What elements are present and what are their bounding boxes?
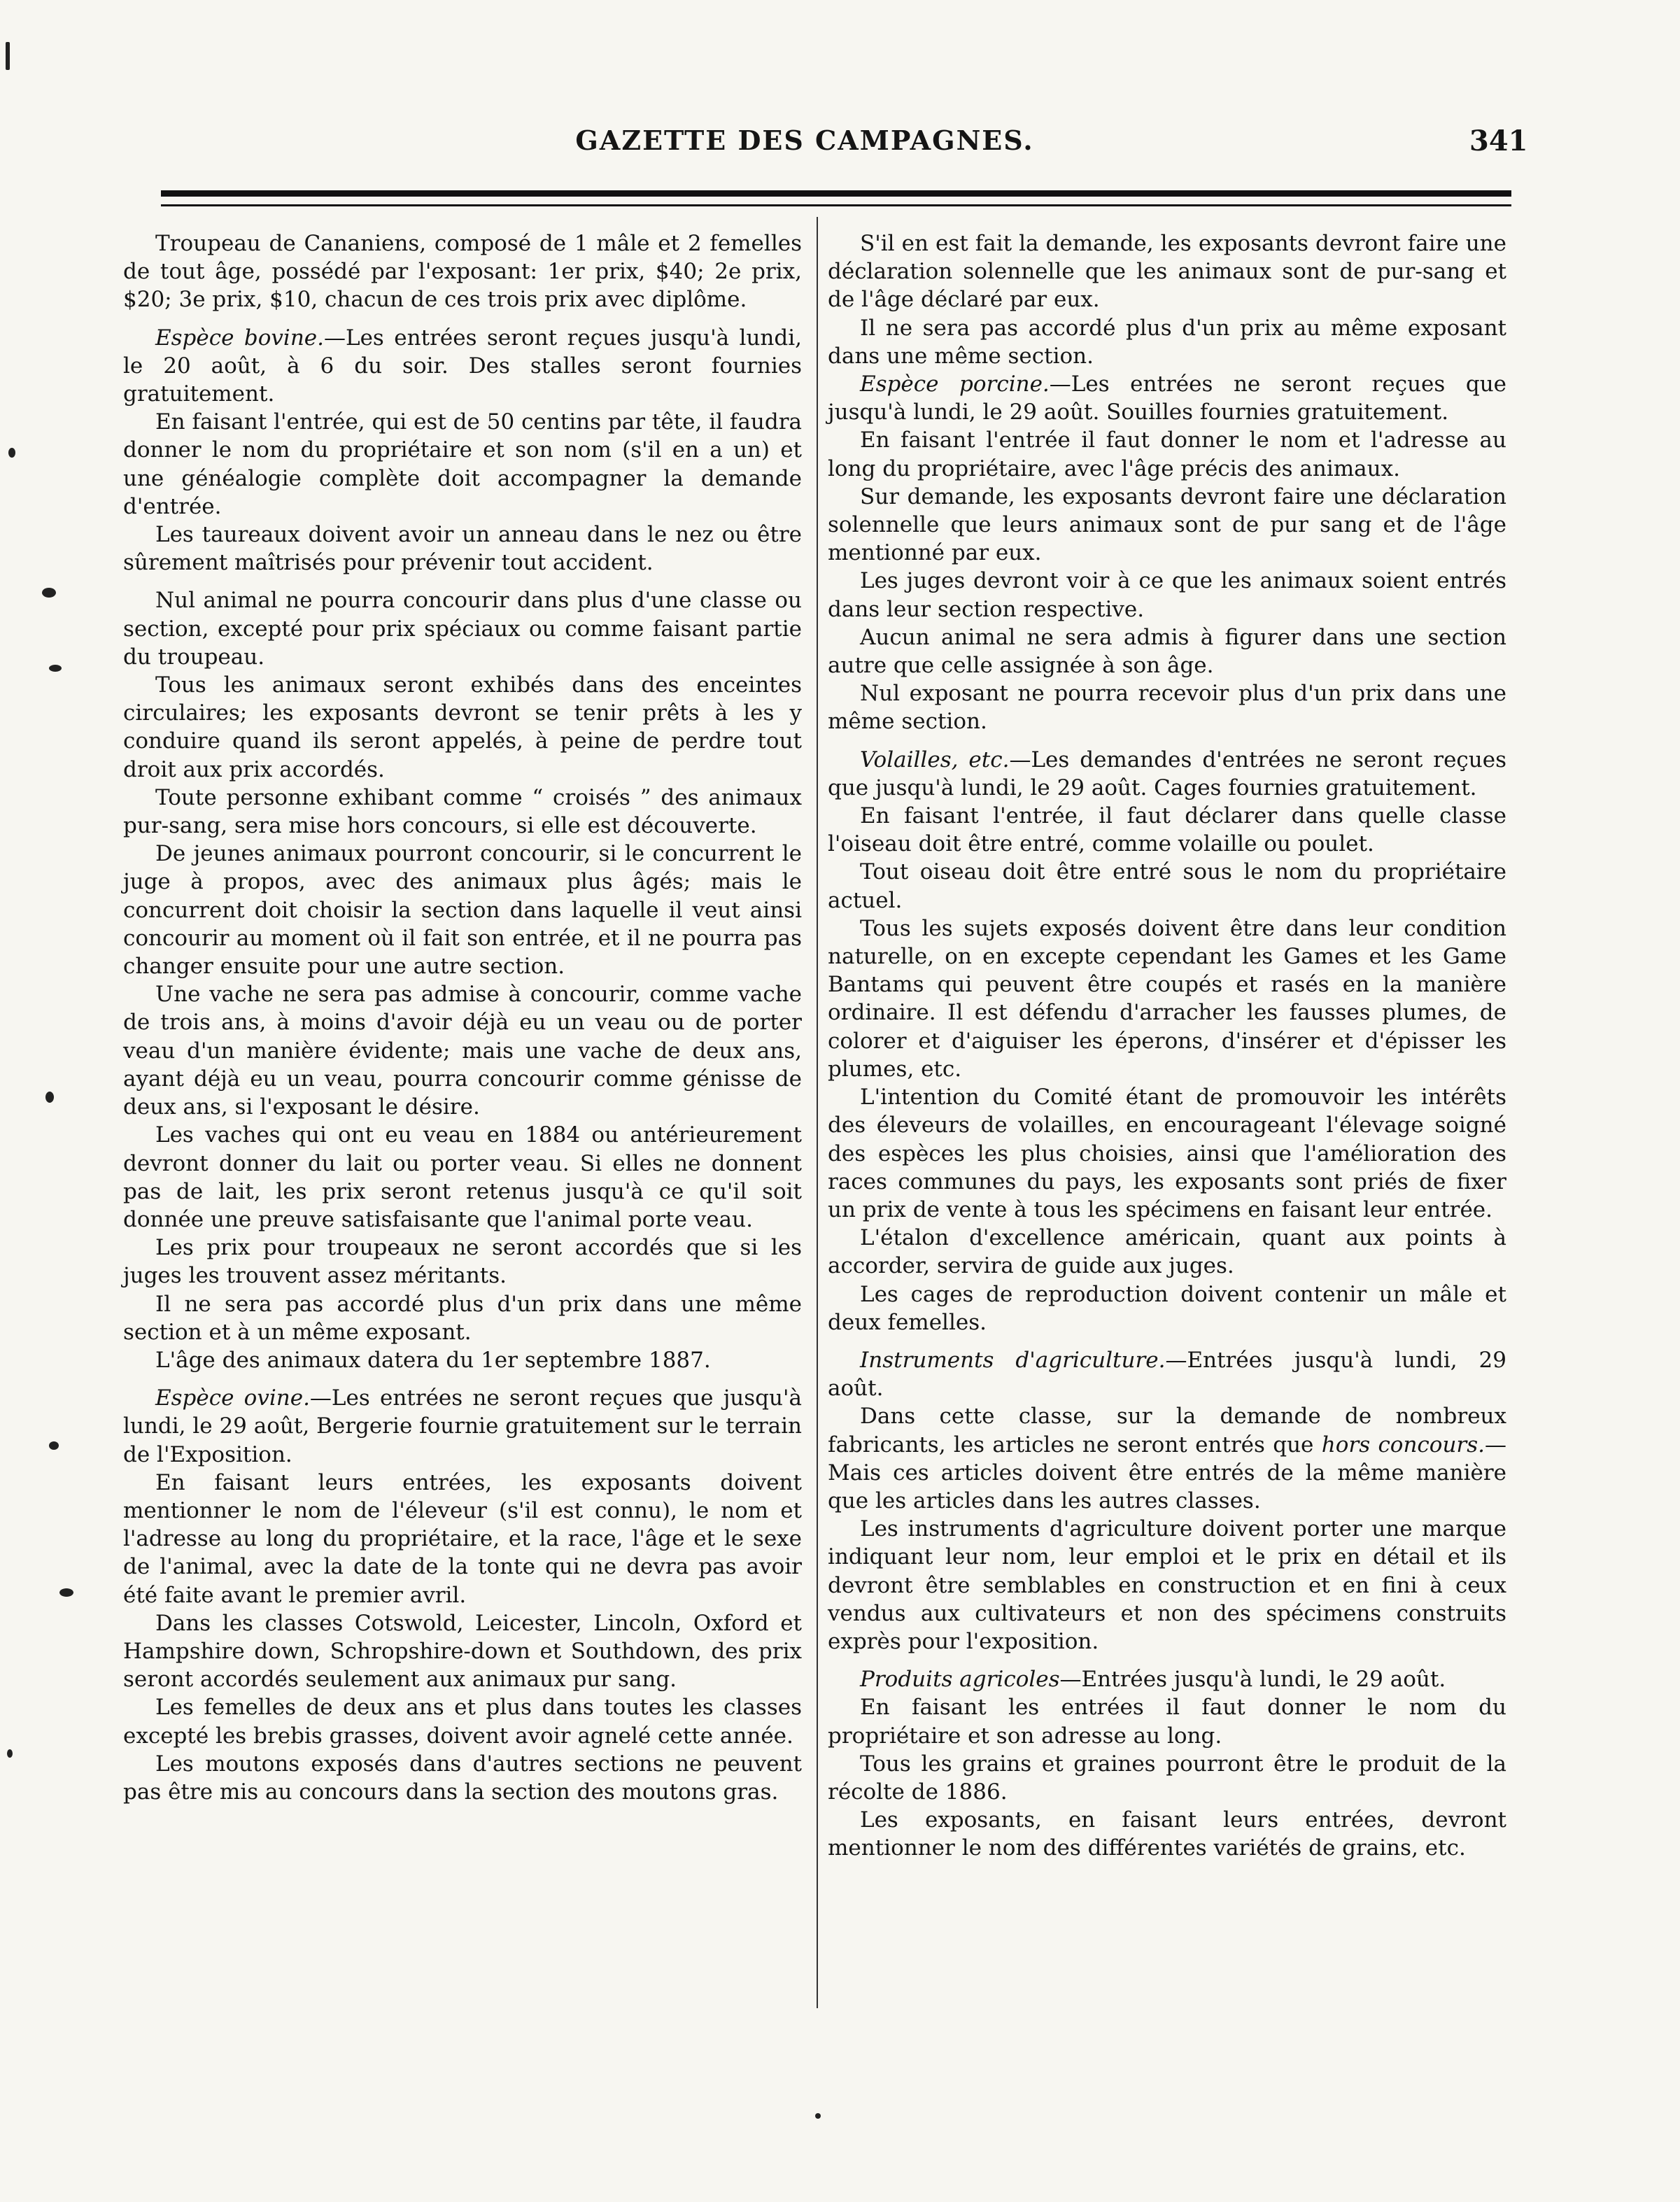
header-rule-thin [161, 204, 1511, 206]
paragraph: Toute personne exhibant comme “ croisés ” des animaux pur-sang, sera mise hors concours, si elle est découverte. [123, 784, 802, 839]
paragraph: Les femelles de deux ans et plus dans toutes les classes excepté les brebis grasses, doivent avoir agnelé cette année. [123, 1695, 802, 1749]
paragraph: Les moutons exposés dans d'autres sections ne peuvent pas être mis au concours dans la section des moutons gras. [123, 1751, 802, 1805]
header-rule-thick [161, 190, 1511, 197]
paragraph: Il ne sera pas accordé plus d'un prix au même exposant dans une même section. [828, 315, 1506, 369]
paragraph: Volailles, etc.—Les demandes d'entrées ne seront reçues que jusqu'à lundi, le 29 août. Cages fournies gratuitement. [828, 747, 1506, 800]
paragraph: En faisant l'entrée, qui est de 50 centins par tête, il faudra donner le nom du propriétaire et son nom (s'il en a un) et une généalogie complète doit accompagner la demande d'entrée. [123, 409, 802, 519]
paragraph: De jeunes animaux pourront concourir, si le concurrent le juge à propos, avec des animaux plus âgés; mais le concurrent doit choisir la section dans laquelle il veut ainsi concourir au moment où il fait son entrée, et il ne pourra pas changer ensuite pour une autre section. [123, 841, 802, 980]
section-heading: Espèce ovine. [155, 1385, 310, 1411]
journal-title: GAZETTE DES CAMPAGNES. [575, 125, 1034, 156]
paragraph: Produits agricoles—Entrées jusqu'à lundi, le 29 août. [860, 1667, 1446, 1693]
paragraph: L'intention du Comité étant de promouvoir les intérêts des éleveurs de volailles, en encourageant l'élevage soigné des espèces les plus choisies, ainsi que l'amélioration des races communes du pays, les exposants sont priés de fixer un prix de vente à tous les spécimens en faisant leur entrée. [828, 1085, 1506, 1222]
paragraph: Il ne sera pas accordé plus d'un prix dans une même section et à un même exposant. [123, 1291, 802, 1345]
paragraph: Les vaches qui ont eu veau en 1884 ou antérieurement devront donner du lait ou porter veau. Si elles ne donnent pas de lait, les prix seront retenus jusqu'à ce qu'il soit donnée une preuve satisfaisante que l'animal porte veau. [123, 1122, 802, 1232]
paragraph: Sur demande, les exposants devront faire une déclaration solennelle que leurs animaux sont de pur sang et de l'âge mentionné par eux. [828, 484, 1506, 566]
paragraph: Espèce bovine.—Les entrées seront reçues jusqu'à lundi, le 20 août, à 6 du soir. Des stalles seront fournies gratuitement. [123, 325, 802, 407]
paragraph: Nul animal ne pourra concourir dans plus d'une classe ou section, excepté pour prix spéciaux ou comme faisant partie du troupeau. [123, 588, 802, 670]
paragraph: Troupeau de Cananiens, composé de 1 mâle et 2 femelles de tout âge, possédé par l'exposant: 1er prix, $40; 2e prix, $20; 3e prix, $10, chacun de ces trois prix avec diplôme. [123, 231, 802, 313]
paragraph: Les cages de reproduction doivent contenir un mâle et deux femelles. [828, 1281, 1506, 1335]
column-divider [817, 217, 818, 2008]
paragraph: En faisant les entrées il faut donner le nom du propriétaire et son adresse au long. [828, 1695, 1506, 1749]
paragraph: Espèce porcine.—Les entrées ne seront reçues que jusqu'à lundi, le 29 août. Souilles fournies gratuitement. [828, 372, 1507, 425]
page-number: 341 [1469, 125, 1528, 157]
paragraph: Espèce ovine.—Les entrées ne seront reçues que jusqu'à lundi, le 29 août, Bergerie fournie gratuitement sur le terrain de l'Exposition. [123, 1385, 802, 1467]
left-column [123, 230, 802, 1806]
paragraph: En faisant leurs entrées, les exposants doivent mentionner le nom de l'éleveur (s'il est connu), le nom et l'adresse au long du propriétaire, et la race, l'âge et le sexe de l'animal, avec la date de la tonte qui ne devra pas avoir été faite avant le premier avril. [123, 1469, 802, 1608]
paragraph: En faisant l'entrée il faut donner le nom et l'adresse au long du propriétaire, avec l'âge précis des animaux. [828, 428, 1506, 481]
paragraph: Tous les sujets exposés doivent être dans leur condition naturelle, on en excepte cependant les Games et les Game Bantams qui peuvent être coupés et rasés en la manière ordinaire. Il est défendu d'arracher les fausses plumes, de colorer et d'aiguiser les éperons, d'insérer et d'épisser les plumes, etc. [828, 915, 1506, 1082]
paragraph: Une vache ne sera pas admise à concourir, comme vache de trois ans, à moins d'avoir déjà eu un veau ou de porter veau d'un manière évidente; mais une vache de deux ans, ayant déjà eu un veau, pourra concourir comme génisse de deux ans, si l'exposant le désire. [123, 982, 802, 1120]
paragraph: Tout oiseau doit être entré sous le nom du propriétaire actuel. [828, 859, 1506, 913]
paragraph: Aucun animal ne sera admis à figurer dans une section autre que celle assignée à son âge. [828, 624, 1506, 679]
paragraph: Dans cette classe, sur la demande de nombreux fabricants, les articles ne seront entrés que hors concours.—Mais ces articles doivent être entrés de la même manière que les articles dans les autres classes. [828, 1404, 1507, 1513]
paragraph: Dans les classes Cotswold, Leicester, Lincoln, Oxford et Hampshire down, Schropshire-down et Southdown, des prix seront accordés seulement aux animaux pur sang. [123, 1610, 802, 1693]
emphasis: hors concours. [1321, 1432, 1485, 1458]
section-heading: Espèce porcine. [860, 372, 1050, 397]
paragraph: En faisant l'entrée, il faut déclarer dans quelle classe l'oiseau doit être entré, comme volaille ou poulet. [828, 803, 1506, 857]
section-heading: Espèce bovine. [155, 325, 324, 351]
paragraph: L'âge des animaux datera du 1er septembre 1887. [155, 1347, 711, 1373]
paragraph: L'étalon d'excellence américain, quant aux points à accorder, servira de guide aux juges. [828, 1225, 1506, 1279]
paragraph: Les exposants, en faisant leurs entrées, devront mentionner le nom des différentes variétés de grains, etc. [828, 1807, 1506, 1861]
paragraph: Les taureaux doivent avoir un anneau dans le nez ou être sûrement maîtrisés pour prévenir tout accident. [123, 522, 802, 576]
paragraph: Tous les grains et graines pourront être le produit de la récolte de 1886. [828, 1751, 1506, 1805]
paragraph: Instruments d'agriculture.—Entrées jusqu'à lundi, 29 août. [828, 1347, 1506, 1402]
paragraph: Les juges devront voir à ce que les animaux soient entrés dans leur section respective. [828, 568, 1506, 622]
paragraph: Nul exposant ne pourra recevoir plus d'un prix dans une même section. [828, 681, 1506, 735]
right-column [828, 230, 1506, 1863]
paragraph: Les prix pour troupeaux ne seront accordés que si les juges les trouvent assez méritants. [123, 1235, 802, 1289]
paragraph: Tous les animaux seront exhibés dans des enceintes circulaires; les exposants devront se tenir prêts à les y conduire quand ils seront appelés, à peine de perdre tout droit aux prix accordés. [123, 672, 802, 782]
section-heading: Volailles, etc. [860, 747, 1010, 772]
paragraph: S'il en est fait la demande, les exposants devront faire une déclaration solennelle que les animaux sont de pur-sang et de l'âge déclaré par eux. [828, 231, 1506, 313]
paragraph: Les instruments d'agriculture doivent porter une marque indiquant leur nom, leur emploi et le prix en détail et ils devront être semblables en construction et en fini à ceux vendus aux cultivateurs et non des spécimens construits exprès pour l'exposition. [828, 1516, 1506, 1654]
section-heading: Instruments d'agriculture. [860, 1347, 1166, 1373]
section-heading: Produits agricoles [860, 1667, 1060, 1693]
